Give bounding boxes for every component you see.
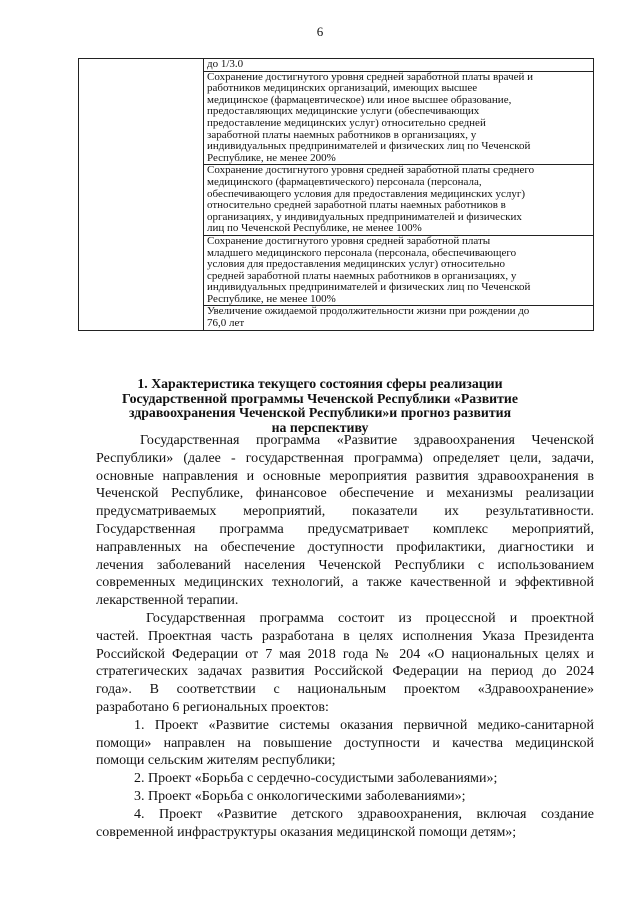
cell-line: 76,0 лет [207,317,245,330]
cell-line: медицинское (фармацевтическое) или иное высшее образование, [207,93,512,106]
list-item-line: 1. Проект «Развитие системы оказания первичной медико-санитарной [134,717,594,733]
paragraph-line: современных медицинских технологий, а также качественной и эффективной [96,575,594,591]
paragraph-line: основные направления и основные мероприятия развития здравоохранения в [96,468,594,484]
paragraph-line: разработано 6 региональных проектов: [96,699,329,715]
cell-line: Республике, не менее 200% [207,151,336,164]
cell-line: Сохранение достигнутого уровня средней заработной платы врачей и [207,70,534,83]
heading-line: здравоохранения Чеченской Республики»и прогноз развития [128,405,512,420]
list-item-line: 3. Проект «Борьба с онкологическими заболеваниями»; [134,788,466,804]
paragraph-line: направленных на обеспечение доступности профилактики, диагностики и [96,539,594,555]
cell-line: работников медицинских организаций, имеющих высшее [207,82,478,95]
table-cell [204,165,594,236]
paragraph-line: стратегических задачах развития Российской Федерации на период до 2024 [96,664,594,680]
cell-line: предоставляющих медицинские услуги (обеспечивающих [207,105,480,118]
list-item-line: 2. Проект «Борьба с сердечно-сосудистыми заболеваниями»; [134,771,498,787]
paragraph-line: Российской Федерации от 7 мая 2018 года № 204 «О национальных целях и [96,646,594,662]
list-item-line: помощи сельским жителям республики; [96,753,336,769]
cell-line: Республике, не менее 100% [207,292,336,305]
paragraph-line: Государственная программа «Развитие здравоохранения Чеченской [140,433,594,448]
cell-line: обеспечивающего условия для предоставления медицинских услуг) [207,187,526,200]
cell-line: организациях, у индивидуальных предпринимателей и физических [207,210,522,223]
cell-line: Увеличение ожидаемой продолжительности жизни при рождении до [207,305,530,318]
page-number: 6 [316,24,324,39]
paragraph-line: Чеченской Республике, финансовое обеспечение и механизмы реализации [96,486,594,502]
cell-line: относительно средней заработной платы наемных работников в [207,199,506,212]
body-text [96,432,594,841]
cell-line: средней заработной платы наемных работников в организациях, у [207,269,517,282]
cell-line: индивидуальных предпринимателей и физических лиц по Чеченской [207,281,531,294]
table-cell [204,235,594,306]
table-row [79,59,594,72]
cell-line: до 1/3.0 [207,58,244,70]
paragraph-line: предусматриваемых мероприятий, показатели их результативности. [96,504,594,520]
cell-line: условия для предоставления медицинских услуг) относительно [207,258,506,271]
heading-line: на перспективу [271,419,369,435]
cell-line: Сохранение достигнутого уровня средней заработной платы среднего [207,164,535,177]
cell-line: Сохранение достигнутого уровня средней заработной платы [207,234,491,247]
paragraph-line: лечения заболеваний населения Чеченской Республики с использованием [96,557,594,573]
table-left-cell [79,59,204,331]
cell-line: младшего медицинского персонала (персонала, обеспечивающего [207,246,517,259]
table-cell [204,59,594,72]
cell-line: лиц по Чеченской Республике, не менее 100% [207,222,422,235]
cell-line: предоставление медицинских услуг) относительно средней [207,116,486,129]
section-heading [0,377,640,435]
paragraph-line: Республики» (далее - государственная программа) определяет цели, задачи, [96,450,594,466]
indicators-table [78,58,594,331]
list-item-line: современной инфраструктуры оказания медицинской помощи детям»; [96,824,517,840]
paragraph-line: Государственная программа состоит из процессной и проектной [146,610,594,626]
cell-line: заработной платы наемных работников в организациях, у [207,128,477,141]
list-item-line: помощи» направлен на повышение доступности и качества медицинской [96,735,594,751]
heading-line: 1. Характеристика текущего состояния сферы реализации [137,376,503,391]
paragraph-line: частей. Проектная часть разработана в целях исполнения Указа Президента [96,628,594,644]
list-item-line: 4. Проект «Развитие детского здравоохранения, включая создание [134,806,594,822]
cell-line: медицинского (фармацевтического) персонала (персонала, [207,175,482,188]
table-cell [204,71,594,165]
paragraph-line: Государственная программа предусматривает комплекс мероприятий, [96,521,594,537]
heading-line: Государственной программы Чеченской Республики «Развитие [122,390,518,406]
table-cell [204,306,594,330]
cell-line: индивидуальных предпринимателей и физических лиц по Чеченской [207,140,531,153]
paragraph-line: лекарственной терапии. [96,593,239,609]
paragraph-line: года». В соответствии с национальным проектом «Здравоохранение» [96,682,594,698]
